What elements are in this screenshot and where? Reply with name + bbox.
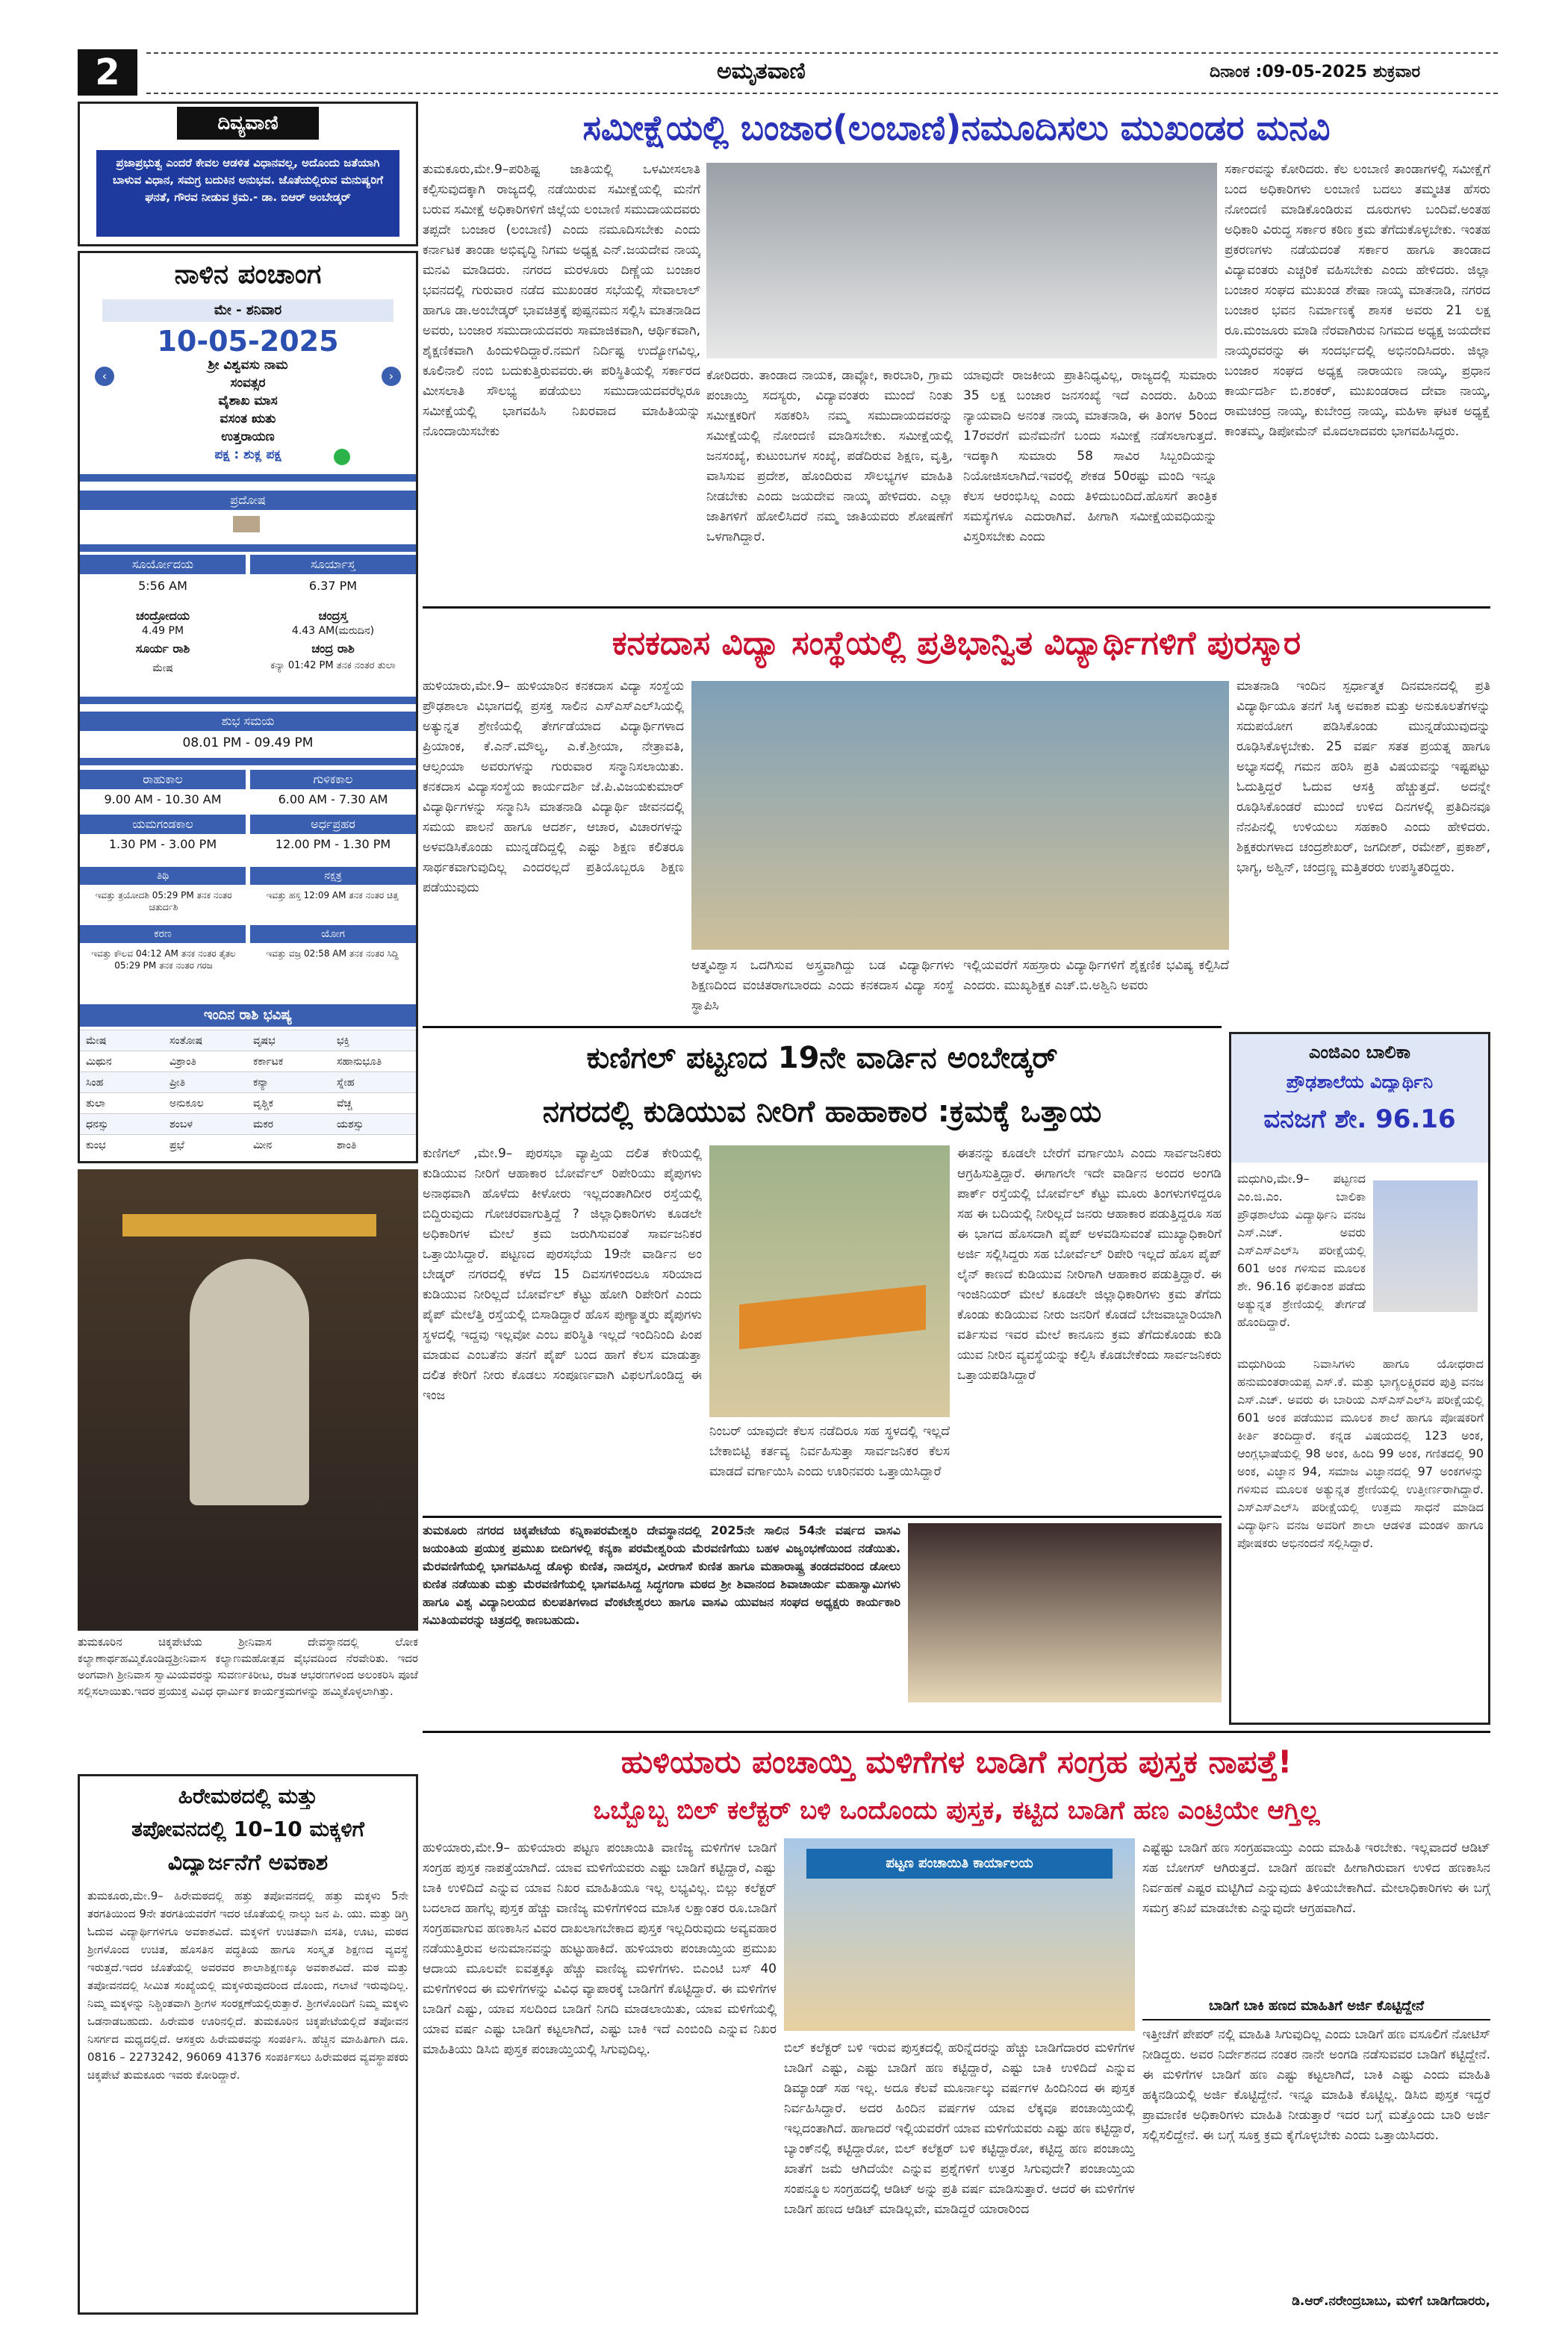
- rashi-table: [80, 1030, 416, 1155]
- story2-col4: ಮಾತನಾಡಿ ಇಂದಿನ ಸ್ಪರ್ಧಾತ್ಮಕ ದಿನಮಾನದಲ್ಲಿ ಪ್ರತಿ ವಿದ್ಯಾರ್ಥಿಯೂ ತನಗೆ ಸಿಕ್ಕ ಅವಕಾಶ ಮತ್ತು ಅನುಕೂಲತೆಗಳನ್ನು ಸದುಪಯೋಗ ಪಡಿಸಿಕೊಂಡು ಮುನ್ನಡೆಯುವುದನ್ನು ರೂಢಿಸಿಕೊಳ್ಳಬೇಕು. 25 ವರ್ಷ ಸತತ ಪ್ರಯತ್ನ ಹಾಗೂ ಅಭ್ಯಾಸದಲ್ಲಿ ಗಮನ ಹರಿಸಿ ಪ್ರತಿ ವಿಷಯವನ್ನು ಇಷ್ಟಪಟ್ಟು ಓದುತ್ತಿದ್ದರೆ ಓದುವ ಆಸಕ್ತಿ ಹೆಚ್ಚುತ್ತದೆ. ಅದನ್ನೇ ರೂಢಿಸಿಕೊಂಡರೆ ಮುಂದೆ ಉಳಿದ ದಿನಗಳಲ್ಲಿ ಪ್ರತಿದಿನವೂ ನೆನಪಿನಲ್ಲಿ ಉಳಿಯಲು ಸಹಕಾರಿ ಎಂದು ಹೇಳಿದರು. ಶಿಕ್ಷಕರುಗಳಾದ ಚಂದ್ರಶೇಖರ್, ಜಗದೀಶ್, ರಮೇಶ್, ಪ್ರಕಾಶ್, ಭಾಗ್ಯ, ಅಶ್ವಿನ್, ಚಂದ್ರಣ್ಣ ಮತ್ತಿತರರು ಉಪಸ್ಥಿತರಿದ್ದರು.: [1236, 679, 1490, 875]
- story3-headline-2: ನಗರದಲ್ಲಿ ಕುಡಿಯುವ ನೀರಿಗೆ ಹಾಹಾಕಾರ :ಕ್ರಮಕ್ಕೆ ಒತ್ತಾಯ: [542, 1095, 1102, 1129]
- student-title-1: ಎಂಜಿಎಂ ಬಾಲಿಕಾ: [1309, 1042, 1410, 1063]
- story4-col3b: ಇತ್ತೀಚೆಗೆ ಪೇಪರ್ ನಲ್ಲಿ ಮಾಹಿತಿ ಸಿಗುವುದಿಲ್ಲ ಎಂದು ಬಾಡಿಗೆ ಹಣ ವಸೂಲಿಗೆ ನೋಟಿಸ್ ನೀಡಿದ್ದರು. ಅವರ ನಿರ್ದೇಶನದ ನಂತರ ನಾನೇ ಅಂಗಡಿ ನಡೆಸುವವರ ಬಾಡಿಗೆ ಕಟ್ಟಿದ್ದೇನೆ. ಈ ಮಳಿಗೆಗಳ ಬಾಡಿಗೆ ಹಣ ಎಷ್ಟು ಕಟ್ಟಲಾಗಿದೆ, ಬಾಕಿ ಎಷ್ಟು ಎಂದು ಮಾಹಿತಿ ಹಕ್ಕಿನಡಿಯಲ್ಲಿ ಅರ್ಜಿ ಕೊಟ್ಟಿದ್ದೇನೆ. ಇನ್ನೂ ಮಾಹಿತಿ ಕೊಟ್ಟಿಲ್ಲ. ಡಿಸಿಬಿ ಪುಸ್ತಕ ಇದ್ದರೆ ಪ್ರಾಮಾಣಿಕ ಅಧಿಕಾರಿಗಳು ಮಾಹಿತಿ ನೀಡುತ್ತಾರೆ ಇದರ ಬಗ್ಗೆ ಮತ್ತೊಂದು ಬಾರಿ ಅರ್ಜಿ ಸಲ್ಲಿಸಲಿದ್ದೇನೆ. ಈ ಬಗ್ಗೆ ಸೂಕ್ತ ಕ್ರಮ ಕೈಗೊಳ್ಳಬೇಕು ಎಂದು ಒತ್ತಾಯಿಸಿದರು.: [1142, 2027, 1490, 2143]
- sunset-label: ಸೂರ್ಯಾಸ್ತ: [250, 555, 416, 574]
- student-photo: [1373, 1180, 1478, 1312]
- student-box: [1229, 1032, 1490, 1725]
- shubha-label: ಶುಭ ಸಮಯ: [80, 712, 416, 731]
- panchanga-divider-4: [80, 758, 416, 765]
- story4-subhead: ಬಾಡಿಗೆ ಬಾಕಿ ಹಣದ ಮಾಹಿತಿಗೆ ಅರ್ಜಿ ಕೊಟ್ಟಿದ್ದೇನೆ: [1142, 1998, 1490, 2020]
- story1-group-photo: [706, 163, 1217, 358]
- orange-pipes: [739, 1285, 926, 1349]
- rashi-prediction: ಪ್ರೀತಿ: [169, 1077, 186, 1089]
- temple-caption: ತುಮಕೂರಿನ ಚಿಕ್ಕಪೇಟೆಯ ಶ್ರೀನಿವಾಸ ದೇವಸ್ಥಾನದಲ್ಲಿ ಲೋಕ ಕಲ್ಯಾಣಾರ್ಥಹಮ್ಮಿಕೊಂಡಿದ್ದಶ್ರೀನಿವಾಸ ಕಲ್ಯಾಣಮಹೋತ್ಸವ ವೈಭವದಿಂದ ನೆರವೇರಿತು. ಇದರ ಅಂಗವಾಗಿ ಶ್ರೀನಿವಾಸ ಸ್ವಾಮಿಯವರನ್ನು ಸುವರ್ಣಕಿರೀಟ, ರಜತ ಆಭರಣಗಳಿಂದ ಅಲಂಕರಿಸಿ ಪೂಜೆ ಸಲ್ಲಿಸಲಾಯಿತು.ಇದರ ಪ್ರಯುಕ್ತ ವಿವಿಧ ಧಾರ್ಮಿಕ ಕಾರ್ಯಕ್ರಮಗಳನ್ನು ಹಮ್ಮಿಕೊಳ್ಳಲಾಗಿತ್ತು.: [78, 1635, 418, 1698]
- story1-col3: ಯಾವುದೇ ರಾಜಕೀಯ ಪ್ರಾತಿನಿಧ್ಯವಿಲ್ಲ, ರಾಜ್ಯದಲ್ಲಿ ಸುಮಾರು 35 ಲಕ್ಷ ಬಂಜಾರ ಜನಸಂಖ್ಯೆ ಇದೆ ಎಂದರು. ಹಿರಿಯ ನ್ಯಾಯವಾದಿ ಅನಂತ ನಾಯ್ಕ ಮಾತನಾಡಿ, ಈ ತಿಂಗಳ 5ರಿಂದ 17ರವರೆಗೆ ಮನೆಮನೆಗೆ ಬಂದು ಸಮೀಕ್ಷೆ ನಡೆಸಲಾಗುತ್ತದೆ. ಇದಕ್ಕಾಗಿ ಸುಮಾರು 58 ಸಾವಿರ ಸಿಬ್ಬಂದಿಯನ್ನು ನಿಯೋಜಿಸಲಾಗಿದೆ.ಇವರಲ್ಲಿ ಶೇಕಡ 50ರಷ್ಟು ಮಂದಿ ಇನ್ನೂ ಕೆಲಸ ಆರಂಭಿಸಿಲ್ಲ ಎಂದು ತಿಳಿದುಬಂದಿದೆ.ಹೊಸಗೆ ತಾಂತ್ರಿಕ ಸಮಸ್ಯೆಗಳೂ ಎದುರಾಗಿವೆ. ಹೀಗಾಗಿ ಸಮೀಕ್ಷೆಯವಧಿಯನ್ನು ವಿಸ್ತರಿಸಬೇಕು ಎಂದು: [963, 368, 1217, 544]
- story1-headline: ಸಮೀಕ್ಷೆಯಲ್ಲಿ ಬಂಜಾರ(ಲಂಬಾಣಿ)ನಮೂದಿಸಲು ಮುಖಂಡರ ಮನವಿ: [582, 108, 1331, 148]
- gulika-time: 6.00 AM - 7.30 AM: [278, 792, 388, 806]
- rashi-prediction: ಸಹಾನುಭೂತಿ: [337, 1056, 382, 1068]
- rashi-name: ಕನ್ಯಾ: [253, 1077, 269, 1089]
- story4-headline-1: ಹುಳಿಯಾರು ಪಂಚಾಯ್ತಿ ಮಳಿಗೆಗಳ ಬಾಡಿಗೆ ಸಂಗ್ರಹ ಪುಸ್ತಕ ನಾಪತ್ತೆ!: [620, 1743, 1292, 1780]
- panchanga-title: ನಾಳಿನ ಪಂಚಾಂಗ: [174, 259, 322, 290]
- rashi-prediction: ಭಕ್ತಿ: [337, 1035, 350, 1047]
- rashi-prediction: ಪ್ರಭೆ: [169, 1139, 184, 1151]
- hiremath-title-2: ತಪೋವನದಲ್ಲಿ 10–10 ಮಕ್ಕಳಿಗೆ: [131, 1817, 364, 1841]
- gulika-label: ಗುಳಿಕಕಾಲ: [250, 770, 416, 789]
- festival-caption: ತುಮಕೂರು ನಗರದ ಚಿಕ್ಕಪೇಟೆಯ ಕನ್ನಿಕಾಪರಮೇಶ್ವರಿ ದೇವಸ್ಥಾನದಲ್ಲಿ 2025ನೇ ಸಾಲಿನ 54ನೇ ವರ್ಷದ ವಾಸವಿ ಜಯಂತಿಯ ಪ್ರಯುಕ್ತ ಪ್ರಮುಖ ಬೀದಿಗಳಲ್ಲಿ ಕನ್ಯಕಾ ಪರಮೇಶ್ವರಿಯ ಮೆರವಣಿಗೆಯು ಬಹಳ ವಿಜೃಂಭಣೆಯಿಂದ ನಡೆಯಿತು. ಮೆರವಣಿಗೆಯಲ್ಲಿ ಭಾಗವಹಿಸಿದ್ದ ಡೊಳ್ಳು ಕುಣಿತ, ನಾದಸ್ವರ, ವೀರಗಾಸೆ ಕುಣಿತ ಹಾಗೂ ಮಹಾರಾಷ್ಟ್ರ ತಂಡದವರಿಂದ ಡೋಲು ಕುಣಿತ ನಡೆಯಿತು ಮತ್ತು ಮೆರವಣಿಗೆಯಲ್ಲಿ ಭಾಗವಹಿಸಿದ್ದ ಸಿದ್ಧಗಂಗಾ ಮಠದ ಶ್ರೀ ಶಿವಾನಂದ ಶಿವಾಚಾರ್ಯ ಮಹಾಸ್ವಾಮಿಗಳು ಹಾಗೂ ವಿಶ್ವ ವಿದ್ಯಾನಿಲಯದ ಕುಲಪತಿಗಳಾದ ವೆಂಕಟೇಶ್ವರಲು ಹಾಗೂ ವಾಸವಿ ಯುವಜನ ಸಂಘದ ಅಧ್ಯಕ್ಷರು ಕಾರ್ಯಕಾರಿ ಸಮಿತಿಯವರನ್ನು ಚಿತ್ರದಲ್ಲಿ ಕಾಣಬಹುದು.: [423, 1523, 900, 1627]
- top-dashed-rule: [146, 52, 1498, 54]
- festival-thumbnail: [233, 516, 260, 532]
- yama-time: 1.30 PM - 3.00 PM: [108, 837, 217, 851]
- moonset-label: ಚಂದ್ರಸ್ತ: [318, 609, 348, 623]
- paksha: ಪಕ್ಷ : ಶುಕ್ಲ ಪಕ್ಷ: [214, 447, 281, 462]
- paper-name: ಅಮೃತವಾಣಿ: [717, 58, 806, 84]
- story4-rule: [423, 1731, 1490, 1733]
- rashi-name: ಮಿಥುನ: [86, 1056, 112, 1068]
- surya-rashi-label: ಸೂರ್ಯ ರಾಶಿ: [135, 641, 190, 656]
- rashi-prediction: ಶಾಂತಿ: [337, 1139, 357, 1151]
- divyavani-title: ದಿವ್ಯವಾಣಿ: [177, 107, 319, 140]
- issue-date: ದಿನಾಂಕ :09-05-2025 ಶುಕ್ರವಾರ: [1210, 63, 1421, 81]
- sunrise-time: 5:56 AM: [138, 579, 187, 593]
- prev-arrow-icon[interactable]: ‹: [95, 367, 114, 386]
- rashi-row: [80, 1051, 416, 1071]
- office-signboard: ಪಟ್ಟಣ ಪಂಚಾಯಿತಿ ಕಾರ್ಯಾಲಯ: [806, 1849, 1113, 1879]
- rashi-prediction: ವೆಚ್ಚ: [337, 1098, 352, 1110]
- story2-students-photo: [691, 681, 1229, 950]
- bhavishya-title: ಇಂದಿನ ರಾಶಿ ಭವಿಷ್ಯ: [80, 1004, 416, 1027]
- festival-rule: [423, 1516, 1222, 1518]
- story4-headline-2: ಒಬ್ಬೊಬ್ಬ ಬಿಲ್ ಕಲೆಕ್ಟರ್ ಬಳಿ ಒಂದೊಂದು ಪುಸ್ತಕ, ಕಟ್ಟಿದ ಬಾಡಿಗೆ ಹಣ ಎಂಟ್ರಿಯೇ ಆಗ್ತಿಲ್ಲ: [593, 1796, 1320, 1826]
- rahu-label: ರಾಹುಕಾಲ: [80, 770, 246, 789]
- yoga-label: ಯೋಗ: [250, 925, 416, 943]
- rashi-prediction: ಸಂತೋಷ: [169, 1035, 203, 1047]
- karana-value: ಇವತ್ತು ಕೌಲವ 04:12 AM ತನಕ ನಂತರ ತೈತಲ 05:29 PM ತನಕ ನಂತರ ಗರಜ: [91, 948, 236, 971]
- deity-idol: [190, 1259, 309, 1505]
- story4-col3: ಎಷ್ಟೆಷ್ಟು ಬಾಡಿಗೆ ಹಣ ಸಂಗ್ರಹವಾಯ್ತು ಎಂದು ಮಾಹಿತಿ ಇರಬೇಕು. ಇಲ್ಲವಾದರೆ ಆಡಿಟ್ ಸಹ ಬೋಗಸ್ ಆಗಿರುತ್ತದೆ. ಬಾಡಿಗೆ ಹಣವೇ ಹೀಗಾಗಿರುವಾಗ ಉಳಿದ ಹಣಕಾಸಿನ ನಿರ್ವಹಣೆ ಎಷ್ಟರ ಮಟ್ಟಿಗಿದೆ ಎನ್ನುವುದು ತಿಳಿಯಬೇಕಾಗಿದೆ. ಮೇಲಾಧಿಕಾರಿಗಳು ಈ ಬಗ್ಗೆ ಸಮಗ್ರ ತನಿಖೆ ಮಾಡಬೇಕು ಎನ್ನುವುದೇ ಆಗ್ರಹವಾಗಿದೆ.: [1142, 1841, 1490, 1916]
- rashi-row: [80, 1134, 416, 1155]
- student-title-2: ಪ್ರೌಢಶಾಲೆಯ ವಿದ್ಯಾರ್ಥಿನಿ: [1286, 1071, 1434, 1092]
- rashi-name: ವೃಶ್ಚಿಕ: [253, 1098, 273, 1110]
- divyavani-box: [78, 102, 418, 246]
- abhijit-time: 12.00 PM - 1.30 PM: [275, 837, 391, 851]
- story3-headline-1: ಕುಣಿಗಲ್ ಪಟ್ಟಣದ 19ನೇ ವಾರ್ಡಿನ ಅಂಬೇಡ್ಕರ್: [586, 1041, 1058, 1075]
- rashi-prediction: ಶಂಬಳ: [169, 1119, 193, 1130]
- whatsapp-icon[interactable]: [334, 449, 350, 465]
- story3-rule: [423, 1026, 1222, 1028]
- karana-label: ಕರಣ: [80, 925, 246, 943]
- uttsava-label: ಪ್ರದೋಷ: [80, 491, 416, 510]
- ayana: ಉತ್ತರಾಯಣ: [221, 429, 275, 444]
- rashi-row: [80, 1092, 416, 1113]
- rashi-name: ವೃಷಭ: [253, 1035, 276, 1047]
- rashi-name: ಮೇಷ: [86, 1035, 107, 1047]
- panchanga-divider-3: [80, 697, 416, 704]
- rashi-prediction: ವಿಶ್ರಾಂತಿ: [169, 1056, 196, 1068]
- story2-rule: [423, 606, 1490, 609]
- page-number-box: [78, 49, 137, 96]
- panchanga-monthday: ಮೇ - ಶನಿವಾರ: [102, 299, 393, 322]
- story4-byline: ಡಿ.ಆರ್.ನರೇಂದ್ರಬಾಬು, ಮಳಿಗೆ ಬಾಡಿಗೆದಾರರು,: [1292, 2294, 1490, 2309]
- panchanga-divider-1: [80, 474, 416, 482]
- next-arrow-icon[interactable]: ›: [382, 367, 401, 386]
- rashi-name: ಕರ್ಕಾಟಕ: [253, 1056, 284, 1068]
- student-title-3: ವನಜಗೆ ಶೇ. 96.16: [1263, 1104, 1456, 1134]
- moonset-time: 4.43 AM(ಮರುದಿನ): [291, 625, 375, 637]
- rashi-row: [80, 1113, 416, 1134]
- shubha-time: 08.01 PM - 09.49 PM: [182, 735, 314, 750]
- rashi-prediction: ಯಶಸ್ಸು: [337, 1119, 364, 1130]
- panchanga-date: 10-05-2025: [157, 325, 339, 358]
- rashi-name: ಧನಸ್ಸು: [86, 1119, 109, 1130]
- page-number: 2: [95, 52, 120, 93]
- rahu-time: 9.00 AM - 10.30 AM: [104, 792, 222, 806]
- student-body-a: ಮಧುಗಿರಿ,ಮೇ.9– ಪಟ್ಟಣದ ಎಂ.ಜಿ.ಎಂ. ಬಾಲಿಕಾ ಪ್ರೌಢಶಾಲೆಯ ವಿದ್ಯಾರ್ಥಿನಿ ವನಜ ಎಸ್.ಎಚ್. ಅವರು ಎಸ್ಎಸ್ಎಲ್‌ಸಿ ಪರೀಕ್ಷೆಯಲ್ಲಿ 601 ಅಂಕ ಗಳಿಸುವ ಮೂಲಕ ಶೇ. 96.16 ಫಲಿತಾಂಶ ಪಡೆದು ಅತ್ಯುನ್ನತ ಶ್ರೇಣಿಯಲ್ಲಿ ತೇರ್ಗಡೆ ಹೊಂದಿದ್ದಾರೆ.: [1237, 1172, 1366, 1329]
- sunset-time: 6.37 PM: [308, 579, 358, 593]
- samvatsara: ಶ್ರೀ ವಿಶ್ವವಸು ನಾಮ: [208, 358, 288, 373]
- story4-office-photo: [784, 1838, 1135, 2031]
- tithi-label: ತಿಥಿ: [80, 867, 246, 885]
- abhijit-label: ಅರ್ಧಪ್ರಹರ: [250, 815, 416, 834]
- story2-col1: ಹುಳಿಯಾರು,ಮೇ.9– ಹುಳಿಯಾರಿನ ಕನಕದಾಸ ವಿದ್ಯಾ ಸಂಸ್ಥೆಯ ಪ್ರೌಢಶಾಲಾ ವಿಭಾಗದಲ್ಲಿ ಪ್ರಸಕ್ತ ಸಾಲಿನ ಎಸ್ಎಸ್ಎಲ್‌ಸಿಯಲ್ಲಿ ಅತ್ಯುನ್ನತ ಶ್ರೇಣಿಯಲ್ಲಿ ತೇರ್ಗಡೆಯಾದ ವಿದ್ಯಾರ್ಥಿಗಳಾದ ಪ್ರಿಯಾಂಕ, ಕೆ.ಎನ್.ಮೌಲ್ಯ, ಎ.ಕೆ.ಶ್ರೀಯಾ, ನೇತ್ರಾವತಿ, ಆಲ್ಸಂಯಾ ಅವರುಗಳನ್ನು ಗುರುವಾರ ಸನ್ಮಾನಿಸಲಾಯಿತು. ಕನಕದಾಸ ವಿದ್ಯಾಸಂಸ್ಥೆಯ ಕಾರ್ಯದರ್ಶಿ ಜೆ.ಪಿ.ವಿಜಯಕುಮಾರ್ ವಿದ್ಯಾರ್ಥಿಗಳನ್ನು ಸನ್ಮಾನಿಸಿ ಮಾತನಾಡಿ ವಿದ್ಯಾರ್ಥಿ ಜೀವನದಲ್ಲಿ ಸಮಯ ಪಾಲನೆ ಹಾಗೂ ಆದರ್ಶ, ಆಚಾರ, ವಿಚಾರಗಳನ್ನು ಅಳವಡಿಸಿಕೊಂಡು ಮುನ್ನಡೆದಿದ್ದಲ್ಲಿ ಎಷ್ಟು ಶಿಕ್ಷಣ ಕಲಿತರೂ ಸಾರ್ಥಕವಾಗುವುದಿಲ್ಲ ಎಂದರಲ್ಲದೆ ಪ್ರತಿಯೊಬ್ಬರೂ ಶಿಕ್ಷಣ ಪಡೆಯುವುದು: [423, 679, 684, 895]
- rashi-name: ತುಲಾ: [86, 1098, 105, 1110]
- story4-col1: ಹುಳಿಯಾರು,ಮೇ.9– ಹುಳಿಯಾರು ಪಟ್ಟಣ ಪಂಚಾಯಿತಿ ವಾಣಿಜ್ಯ ಮಳಿಗೆಗಳ ಬಾಡಿಗೆ ಸಂಗ್ರಹ ಪುಸ್ತಕ ನಾಪತ್ತೆಯಾಗಿದೆ. ಯಾವ ಮಳಿಗೆಯವರು ಎಷ್ಟು ಬಾಡಿಗೆ ಕಟ್ಟಿದ್ದಾರೆ, ಎಷ್ಟು ಬಾಕಿ ಉಳಿದಿದೆ ಎನ್ನುವ ಯಾವ ನಿಖರ ಮಾಹಿತಿಯೂ ಇಲ್ಲ ಲಭ್ಯವಿಲ್ಲ. ಬಿಲ್ಲು ಕಲೆಕ್ಟರ್ ಬದಲಾದ ಹಾಗೆಲ್ಲ ಪುಸ್ತಕ ಹೆಚ್ಚು ವಾಣಿಜ್ಯ ಮಳಿಗೆಗಳಿಂದ ಮಾಸಿಕ ಲಕ್ಷಾಂತರ ರೂ.ಬಾಡಿಗೆ ಸಂಗ್ರಹವಾಗುವ ಹಣಕಾಸಿನ ವಿವರ ದಾಖಲಾಗಬೇಕಾದ ಪುಸ್ತಕ ಇಲ್ಲದಿರುವುದು ಅವ್ಯವಹಾರ ನಡೆಯುತ್ತಿರುವ ಅನುಮಾನವನ್ನು ಹುಟ್ಟುಹಾಕಿದೆ. ಹುಳಿಯಾರು ಪಂಚಾಯ್ತಿಯ ಪ್ರಮುಖ ಆದಾಯ ಮೂಲವೇ ಐವತ್ತಕ್ಕೂ ಹೆಚ್ಚು ವಾಣಿಜ್ಯ ಮಳಿಗೆಗಳು. ಬಿಎಂಟಿ ಬಸ್ 40 ಮಳಿಗೆಗಳಿಂದ ಈ ಮಳಿಗೆಗಳನ್ನು ವಿವಿಧ ವ್ಯಾಪಾರಕ್ಕೆ ಬಾಡಿಗೆಗೆ ಕೊಟ್ಟಿದ್ದಾರೆ. ಈ ಮಳಿಗೆಗಳ ಬಾಡಿಗೆ ಎಷ್ಟು, ಯಾವ ಸಲದಿಂದ ಬಾಡಿಗೆ ನಿಗದಿ ಮಾಡಲಾಯಿತು, ಯಾವ ಮಳಿಗೆಯಲ್ಲಿ ಯಾವ ವರ್ಷ ಎಷ್ಟು ಬಾಡಿಗೆ ಕಟ್ಟಲಾಗಿದೆ, ಎಷ್ಟು ಬಾಕಿ ಇದೆ ಎಂಬಿಂದಿ ಎನ್ನುವ ನಿಖರ ಮಾಹಿತಿಯು ಡಿಸಿಬಿ ಪುಸ್ತಕ ಪಂಚಾಯ್ತಿಯಲ್ಲಿ ಸಿಗುವುದಿಲ್ಲ.: [423, 1841, 777, 2057]
- rashi-name: ಮೀನ: [253, 1139, 273, 1151]
- tithi-value: ಇವತ್ತು ತ್ರಯೋದಶಿ 05:29 PM ತನಕ ನಂತರ ಚತುರ್ದಶಿ: [95, 890, 232, 912]
- story1-col4: ಸರ್ಕಾರವನ್ನು ಕೋರಿದರು. ಕೆಲ ಲಂಬಾಣಿ ತಾಂಡಾಗಳಲ್ಲಿ ಸಮೀಕ್ಷೆಗೆ ಬಂದ ಅಧಿಕಾರಿಗಳು ಲಂಬಾಣಿ ಬದಲು ತಮ್ಮಚಿತ ಹೆಸರು ನೋಂದಣಿ ಮಾಡಿಕೊಂಡಿರುವ ದೂರುಗಳು ಬಂದಿವೆ.ಅಂತಹ ಅಧಿಕಾರಿ ವಿರುದ್ಧ ಸರ್ಕಾರ ಕಠಿಣ ಕ್ರಮ ತೆಗೆದುಕೊಳ್ಳಬೇಕು. ಇಂತಹ ಪ್ರಕರಣಗಳು ನಡೆಯದಂತೆ ಸರ್ಕಾರ ಹಾಗೂ ತಾಂಡಾದ ವಿದ್ಯಾವಂತರು ಎಚ್ಚರಿಕೆ ವಹಿಸಬೇಕು ಎಂದು ಹೇಳಿದರು. ಜಿಲ್ಲಾ ಬಂಜಾರ ಸಂಘದ ಮುಖಂಡ ಶೇಷಾ ನಾಯ್ಕ ಮಾತನಾಡಿ, ನಗರದ ಬಂಜಾರ ಭವನ ನಿರ್ಮಾಣಕ್ಕೆ ಶಾಸಕ ಅವರು 21 ಲಕ್ಷ ರೂ.ಮಂಜೂರು ಮಾಡಿ ನೆರವಾಗಿರುವ ನಿಗಮದ ಅಧ್ಯಕ್ಷ ಜಯದೇವ ನಾಯ್ಕರವರನ್ನು ಈ ಸಂದರ್ಭದಲ್ಲಿ ಅಭಿನಂದಿಸಿದರು. ಜಿಲ್ಲಾ ಬಂಜಾರ ಸಂಘದ ಅಧ್ಯಕ್ಷ ನಾರಾಯಣ ನಾಯ್ಕ, ಪ್ರಧಾನ ಕಾರ್ಯದರ್ಶಿ ಬಿ.ಶಂಕರ್, ಮುಖಂಡರಾದ ದೇವಾ ನಾಯ್ಕ, ರಾಮಚಂದ್ರ ನಾಯ್ಕ, ಕುಬೇಂದ್ರ ನಾಯ್ಕ, ಮಹಿಳಾ ಘಟಕ ಅಧ್ಯಕ್ಷೆ ಕಾಂತಮ್ಮ, ಡಿಪೋಮೆನ್ ಮೊದಲಾದವರು ಭಾಗವಹಿಸಿದ್ದರು.: [1225, 162, 1490, 439]
- samvatsara-2: ಸಂವತ್ಸರ: [230, 376, 266, 391]
- panchanga-box: [78, 251, 418, 1163]
- rashi-name: ಮಕರ: [253, 1119, 274, 1130]
- hiremath-box: [78, 1774, 418, 2315]
- story3-pipes-photo: [709, 1145, 950, 1417]
- sunrise-label: ಸೂರ್ಯೋದಯ: [80, 555, 246, 574]
- moonrise-time: 4.49 PM: [141, 625, 184, 637]
- chandra-rashi-label: ಚಂದ್ರ ರಾಶಿ: [311, 641, 355, 656]
- rashi-prediction: ಸ್ನೇಹ: [337, 1077, 355, 1089]
- rashi-prediction: ಅನುಕೂಲ: [169, 1098, 204, 1110]
- story3-col1: ಕುಣಿಗಲ್ ,ಮೇ.9– ಪುರಸಭಾ ವ್ಯಾಪ್ತಿಯ ದಲಿತ ಕೇರಿಯಲ್ಲಿ ಕುಡಿಯುವ ನೀರಿಗೆ ಆಹಾಕಾರ ಬೋರ್ವೆಲ್ ರಿಪೇರಿಯು ಪೈಪುಗಳು ಅನಾಥವಾಗಿ ಹೊಳೆದು ಕೀಳೋರು ಇಲ್ಲದಂತಾಗಿದೀರ ರಸ್ತೆಯಲ್ಲಿ ಬಿದ್ದಿರುವುದು ಗೋಚರವಾಗುತ್ತಿದ್ದೆ ? ಜಿಲ್ಲಾಧಿಕಾರಿಗಳು ಕೂಡಲೇ ಅಧಿಕಾರಿಗಳ ಮೇಲೆ ಕ್ರಮ ಜರುಗಿಸುವಂತೆ ಸಾರ್ವಜನಿಕರ ಒತ್ತಾಯಿಸಿದ್ದಾರೆ. ಪಟ್ಟಣದ ಪುರಸಭೆಯ 19ನೇ ವಾರ್ಡಿನ ಅಂ ಬೇಡ್ಕರ್ ನಗರದಲ್ಲಿ ಕಳೆದ 15 ದಿವಸಗಳಿಂದಲೂ ಸರಿಯಾದ ಕುಡಿಯುವ ನೀರಿಲ್ಲದೆ ಬೋರ್ವೆಲ್ ಕೆಟ್ಟು ಹೋಗಿ ರಿಪೇರಿಗೆ ಎಂದು ಪೈಪ್ ಮೇಲೆತ್ತಿ ರಸ್ತೆಯಲ್ಲಿ ಬಿಸಾಡಿದ್ದಾರೆ ಹೊಸ ಪುಣ್ಯಾತ್ಮರು ಪೈಪುಗಳು ಸ್ಥಳದಲ್ಲಿ ಇದ್ದವು ಇಲ್ಲವೋ ಎಂಬ ಪರಿಸ್ಥಿತಿ ಇಲ್ಲದೆ ಇಂದಿನಿಂದಿ ಪಿಂಪ ಮಾಡುವ ಎಂಬತೆನು ತನಗೆ ಪೈಪ್ ಬಂದ ಹಾಗೆ ಕೆಲಸ ಮಾಡುತ್ತಾ ದಲಿತ ಕೇರಿಗೆ ನೀರು ಕೊಡಲು ಸಂಪೂರ್ಣವಾಗಿ ವಿಫಲಗೊಂಡಿದ್ದ ಈ ಇಂಜ: [423, 1146, 702, 1403]
- nakshatra-label: ನಕ್ಷತ್ರ: [250, 867, 416, 885]
- student-body-b: ಮಧುಗಿರಿಯ ನಿವಾಸಿಗಳು ಹಾಗೂ ಯೋಧರಾದ ಹನುಮಂತರಾಯಪ್ಪ ಎಸ್.ಕೆ. ಮತ್ತು ಭಾಗ್ಯಲಕ್ಷ್ಮಿರವರ ಪುತ್ರಿ ವನಜ ಎಸ್.ಎಚ್. ಅವರು ಈ ಬಾರಿಯ ಎಸ್ಎಸ್ಎಲ್‌ಸಿ ಪರೀಕ್ಷೆಯಲ್ಲಿ 601 ಅಂಕ ಪಡೆಯುವ ಮೂಲಕ ಶಾಲೆ ಹಾಗೂ ಪೋಷಕರಿಗೆ ಕೀರ್ತಿ ತಂದಿದ್ದಾರೆ. ಕನ್ನಡ ವಿಷಯದಲ್ಲಿ 123 ಅಂಕ, ಆಂಗ್ಲಭಾಷೆಯಲ್ಲಿ 98 ಅಂಕ, ಹಿಂದಿ 99 ಅಂಕ, ಗಣಿತದಲ್ಲಿ 90 ಅಂಕ, ವಿಜ್ಞಾನ 94, ಸಮಾಜ ವಿಜ್ಞಾನದಲ್ಲಿ 97 ಅಂಕಗಳನ್ನು ಗಳಿಸುವ ಮೂಲಕ ಅತ್ಯುನ್ನತ ಶ್ರೇಣಿಯಲ್ಲಿ ಉತ್ತೀರ್ಣರಾಗಿದ್ದಾರೆ. ಎಸ್ಎಸ್ಎಲ್‌ಸಿ ಪರೀಕ್ಷೆಯಲ್ಲಿ ಉತ್ತಮ ಸಾಧನೆ ಮಾಡಿದ ವಿದ್ಯಾರ್ಥಿನಿ ವನಜ ಅವರಿಗೆ ಶಾಲಾ ಆಡಳಿತ ಮಂಡಳಿ ಹಾಗೂ ಪೋಷಕರು ಅಭಿನಂದನೆ ಸಲ್ಲಿಸಿದ್ದಾರೆ.: [1237, 1357, 1484, 1550]
- story2-headline: ಕನಕದಾಸ ವಿದ್ಯಾ ಸಂಸ್ಥೆಯಲ್ಲಿ ಪ್ರತಿಭಾನ್ವಿತ ವಿದ್ಯಾರ್ಥಿಗಳಿಗೆ ಪುರಸ್ಕಾರ: [612, 624, 1301, 662]
- yoga-value: ಇವತ್ತು ವಜ್ರ 02:58 AM ತನಕ ನಂತರ ಸಿದ್ಧಿ: [266, 948, 399, 959]
- masthead-rule: [146, 93, 1498, 94]
- yama-label: ಯಮಗಂಡಕಾಲ: [80, 815, 246, 834]
- panchanga-divider-2: [80, 544, 416, 552]
- surya-rashi: ಮೇಷ: [152, 662, 173, 674]
- nakshatra-value: ಇವತ್ತು ಹಸ್ತ 12:09 AM ತನಕ ನಂತರ ಚಿತ್ತ: [266, 890, 399, 900]
- moonrise-label: ಚಂದ್ರೋದಯ: [136, 609, 190, 623]
- masa: ವೈಶಾಖ ಮಾಸ: [218, 393, 278, 408]
- rashi-row: [80, 1071, 416, 1092]
- hiremath-title-1: ಹಿರೇಮಠದಲ್ಲಿ ಮತ್ತು: [178, 1784, 318, 1808]
- story1-col1: ತುಮಕೂರು,ಮೇ.9–ಪರಿಶಿಷ್ಟ ಜಾತಿಯಲ್ಲಿ ಒಳಮೀಸಲಾತಿ ಕಲ್ಪಿಸುವುದಕ್ಕಾಗಿ ರಾಜ್ಯದಲ್ಲಿ ನಡೆಯಿರುವ ಸಮೀಕ್ಷೆಯಲ್ಲಿ ಮನೆಗೆ ಬರುವ ಸಮೀಕ್ಷೆ ಅಧಿಕಾರಿಗಳಿಗೆ ಜಿಲ್ಲೆಯ ಲಂಬಾಣಿ ಸಮುದಾಯದವರು ತಪ್ಪದೇ ಬಂಜಾರ (ಲಂಬಾಣಿ) ಎಂದು ನಮೂದಿಸಬೇಕು ಎಂದು ಕರ್ನಾಟಕ ತಾಂಡಾ ಅಭಿವೃದ್ಧಿ ನಿಗಮ ಅಧ್ಯಕ್ಷ ಎನ್.ಜಯದೇವ ನಾಯ್ಕ ಮನವಿ ಮಾಡಿದರು. ನಗರದ ಮರಳೂರು ದಿಣ್ಣೆಯ ಬಂಜಾರ ಭವನದಲ್ಲಿ ಗುರುವಾರ ನಡೆದ ಮುಖಂಡರ ಸಭೆಯಲ್ಲಿ ಸೇವಾಲಾಲ್ ಹಾಗೂ ಡಾ.ಅಂಬೇಡ್ಕರ್ ಭಾವಚಿತ್ರಕ್ಕೆ ಪುಷ್ಪನಮನ ಸಲ್ಲಿಸಿ ಮಾತನಾಡಿದ ಅವರು, ಬಂಜಾರ ಸಮುದಾಯದವರು ಸಾಮಾಜಿಕವಾಗಿ, ಆರ್ಥಿಕವಾಗಿ, ಶೈಕ್ಷಣಿಕವಾಗಿ ಹಿಂದುಳಿದಿದ್ದಾರೆ.ನಮಗೆ ನಿರ್ದಿಷ್ಟ ಉದ್ಯೋಗವಿಲ್ಲ, ಕೂಲಿನಾಲಿ ನಂಬಿ ಬದುಕುತ್ತಿರುವವರು.ಈ ಪರಿಸ್ಥಿತಿಯಲ್ಲಿ ಸರ್ಕಾರದ ಮೀಸಲಾತಿ ಸೌಲಭ್ಯ ಪಡೆಯಲು ಸಮುದಾಯದವರೆಲ್ಲರೂ ಸಮೀಕ್ಷೆಯಲ್ಲಿ ಭಾಗವಹಿಸಿ ನಿಖರವಾದ ಮಾಹಿತಿಯನ್ನು ನೊಂದಾಯಿಸಬೇಕು: [423, 162, 700, 439]
- festival-photo: [908, 1523, 1222, 1702]
- story3-col3: ಈತನನ್ನು ಕೂಡಲೇ ಬೇರೆಗೆ ವರ್ಗಾಯಿಸಿ ಎಂದು ಸಾರ್ವಜನಿಕರು ಆಗ್ರಹಿಸುತ್ತಿದ್ದಾರೆ. ಈಗಾಗಲೇ ಇದೇ ವಾರ್ಡಿನ ಅಂದರ ಅಂಗಡಿ ಪಾರ್ಕ್ ರಸ್ತೆಯಲ್ಲಿ ಬೋರ್ವೆಲ್ ಕೆಟ್ಟು ಮೂರು ತಿಂಗಳುಗಳಿದ್ದರೂ ಸಹ ಈ ಬದಿಯಲ್ಲಿ ನೀರಿಲ್ಲದೆ ಜನರು ಆಹಾಕಾರ ಪಡುತ್ತಿದ್ದರೂ ಸಹ ಈ ಭಾಗದ ಹೊಸದಾಗಿ ಪೈಪ್ ಅಳವಡಿಸುವಂತೆ ಮುಖ್ಯಾಧಿಕಾರಿಗೆ ಅರ್ಜಿ ಸಲ್ಲಿಸಿದ್ದರು ಸಹ ಬೋರ್ವೆಲ್ ರಿಪೇರಿ ಇಲ್ಲದೆ ಹೊಸ ಪೈಪ್ ಲೈನ್ ಕಾಣದೆ ಕುಡಿಯುವ ನೀರಿಗಾಗಿ ಆಹಾಕಾರ ಪಡುತ್ತಿದ್ದಾರೆ. ಈ ಇಂಜಿನಿಯರ್ ಮೇಲೆ ಕೂಡಲೇ ಜಿಲ್ಲಾಧಿಕಾರಿಗಳು ಕ್ರಮ ತೆಗೆದು ಕೊಂಡು ಕುಡಿಯುವ ನೀರು ಜನರಿಗೆ ಕೊಡದೆ ಬೇಜವಾಬ್ದಾರಿಯಾಗಿ ವರ್ತಿಸುವ ಇವರ ಮೇಲೆ ಕಾನೂನು ಕ್ರಮ ತೆಗೆದುಕೊಂಡು ಕುಡಿ ಯುವ ನೀರಿನ ವ್ಯವಸ್ಥೆಯನ್ನು ಕಲ್ಪಿಸಿ ಕೊಡಬೇಕೆಂದು ಸಾರ್ವಜನಿಕರು ಒತ್ತಾಯಪಡಿಸಿದ್ದಾರೆ: [957, 1146, 1222, 1383]
- rashi-name: ಸಿಂಹ: [86, 1077, 104, 1089]
- story3-caption: ನಿಂಬರ್ ಯಾವುದೇ ಕೆಲಸ ನಡೆದಿರೂ ಸಹ ಸ್ಥಳದಲ್ಲಿ ಇಲ್ಲದೆ ಬೇಕಾಬಿಟ್ಟಿ ಕರ್ತವ್ಯ ನಿರ್ವಹಿಸುತ್ತಾ ಸಾರ್ವಜನಿಕರ ಕೆಲಸ ಮಾಡದೆ ವರ್ಗಾಯಿಸಿ ಎಂದು ಊರಿನವರು ಒತ್ತಾಯಿಸಿದ್ದಾರೆ: [709, 1424, 950, 1479]
- chandra-rashi: ಕನ್ಯಾ 01:42 PM ತನಕ ನಂತರ ತುಲಾ: [270, 660, 396, 671]
- hiremath-title-3: ವಿದ್ಯಾರ್ಜನೆಗೆ ಅವಕಾಶ: [167, 1849, 329, 1876]
- story4-col2: ಬಿಲ್ ಕಲೆಕ್ಟರ್ ಬಳಿ ಇರುವ ಪುಸ್ತಕದಲ್ಲಿ ಹರಿನ್ನೆದರನ್ನು ಹೆಚ್ಚು ಬಾಡಿಗೆದಾರರ ಮಳಿಗೆಗಳ ಬಾಡಿಗೆ ಎಷ್ಟು, ಎಷ್ಟು ಬಾಡಿಗೆ ಹಣ ಕಟ್ಟಿದ್ದಾರೆ, ಎಷ್ಟು ಬಾಕಿ ಉಳಿದಿದೆ ಎನ್ನುವ ಡಿಮ್ಯಾಂಡ್ ಸಹ ಇಲ್ಲ. ಅದೂ ಕೆಲವೆ ಮೂರ್ನಾಲ್ಕು ವರ್ಷಗಳ ಹಿಂದಿನಿಂದ ಈ ಪುಸ್ತಕ ನಿರ್ವಹಿಸಿದ್ದಾರೆ. ಅದರ ಹಿಂದಿನ ವರ್ಷಗಳ ಯಾವ ಲೆಕ್ಕವೂ ಪಂಚಾಯ್ತಿಯಲ್ಲಿ ಇಲ್ಲದಂತಾಗಿದೆ. ಹಾಗಾದರೆ ಇಲ್ಲಿಯವರೆಗೆ ಯಾವ ಮಳಿಗೆಯವರು ಎಷ್ಟು ಹಣ ಕಟ್ಟಿದ್ದಾರೆ, ಬ್ಯಾಂಕ್‌ನಲ್ಲಿ ಕಟ್ಟಿದ್ದಾರೋ, ಬಿಲ್ ಕಲೆಕ್ಟರ್ ಬಳಿ ಕಟ್ಟಿದ್ದಾರೋ, ಕಟ್ಟಿದ್ದ ಹಣ ಪಂಚಾಯ್ತಿ ಖಾತೆಗೆ ಜಮೆ ಆಗಿದೆಯೇ ಎನ್ನುವ ಪ್ರಶ್ನೆಗಳಿಗೆ ಉತ್ತರ ಸಿಗುವುದೇ? ಪಂಚಾಯ್ತಿಯ ಸಂಪನ್ಮೂಲ ಸಂಗ್ರಹದಲ್ಲಿ ಆಡಿಟ್ ಅನ್ನು ಪ್ರತಿ ವರ್ಷ ಮಾಡಿಸುತ್ತಾರೆ. ಆದರೆ ಈ ಮಳಿಗೆಗಳ ಬಾಡಿಗೆ ಹಣದ ಆಡಿಟ್ ಮಾಡಿಲ್ಲವೇ, ಮಾಡಿದ್ದರೆ ಯಾರಾರಿಂದ: [784, 2041, 1135, 2217]
- story1-col2: ಕೋರಿದರು. ತಾಂಡಾದ ನಾಯಕ, ಡಾವ್ಲೋ, ಕಾರಬಾರಿ, ಗ್ರಾಮ ಪಂಚಾಯ್ತಿ ಸದಸ್ಯರು, ವಿದ್ಯಾವಂತರು ಮುಂದೆ ನಿಂತು ಸಮೀಕ್ಷಕರಿಗೆ ಸಹಕರಿಸಿ ನಮ್ಮ ಸಮುದಾಯದವರನ್ನು ಸಮೀಕ್ಷೆಯಲ್ಲಿ ನೋಂದಣಿ ಮಾಡಿಸಬೇಕು. ಸಮೀಕ್ಷೆಯಲ್ಲಿ ಜನಸಂಖ್ಯೆ, ಕುಟುಂಬಗಳ ಸಂಖ್ಯೆ, ಪಡೆದಿರುವ ಶಿಕ್ಷಣ, ವೃತ್ತಿ, ವಾಸಿಸುವ ಪ್ರದೇಶ, ಹೊಂದಿರುವ ಸೌಲಭ್ಯಗಳ ಮಾಹಿತಿ ನೀಡಬೇಕು ಎಂದು ಜಯದೇವ ನಾಯ್ಕ ಹೇಳಿದರು. ಎಲ್ಲಾ ಜಾತಿಗಳಿಗೆ ಹೋಲಿಸಿದರೆ ನಮ್ಮ ಜಾತಿಯವರು ಶೋಷಣೆಗೆ ಒಳಗಾಗಿದ್ದಾರೆ.: [706, 368, 953, 544]
- garland: [122, 1214, 376, 1236]
- story2-caption-a: ಆತ್ಮವಿಶ್ವಾಸ ಒದಗಿಸುವ ಅಸ್ತ್ರವಾಗಿದ್ದು ಬಡ ವಿದ್ಯಾರ್ಥಿಗಳು ಶಿಕ್ಷಣದಿಂದ ವಂಚಿತರಾಗಬಾರದು ಎಂದು ಕನಕದಾಸ ವಿದ್ಯಾ ಸಂಸ್ಥೆ ಸ್ಥಾಪಿಸಿ: [691, 958, 954, 1013]
- rutu: ವಸಂತ ಋತು: [220, 411, 276, 426]
- rashi-name: ಕುಂಭ: [86, 1139, 106, 1151]
- divyavani-quote: ಪ್ರಜಾಪ್ರಭುತ್ವ ಎಂದರೆ ಕೇವಲ ಆಡಳಿತ ವಿಧಾನವಲ್ಲ, ಅದೊಂದು ಜತೆಯಾಗಿ ಬಾಳುವ ವಿಧಾನ, ಸಮಗ್ರ ಬದುಕಿನ ಅನುಭವ. ಜೊತೆಯಲ್ಲಿರುವ ಮನುಷ್ಯರಿಗೆ ಘನತೆ, ಗೌರವ ನೀಡುವ ಕ್ರಮ.- ಡಾ. ಬಿಆರ್ ಅಂಬೇಡ್ಕರ್: [96, 150, 399, 237]
- rashi-row: [80, 1030, 416, 1051]
- hiremath-body: ತುಮಕೂರು,ಮೇ.9– ಹಿರೇಮಠದಲ್ಲಿ ಹತ್ತು ತಪೋವನದಲ್ಲಿ ಹತ್ತು ಮಕ್ಕಳು 5ನೇ ತರಗತಿಯಿಂದ 9ನೇ ತರಗತಿಯವರೆಗೆ ಇದರ ಜೊತೆಯಲ್ಲಿ ನಾಲ್ಕು ಜನ ಪಿ. ಯು. ಮತ್ತು ಡಿಗ್ರಿ ಓದುವ ವಿದ್ಯಾರ್ಥಿಗಳಿಗೂ ಅವಕಾಶವಿದೆ. ಮಕ್ಕಳಿಗೆ ಉಚಿತವಾಗಿ ವಸತಿ, ಊಟ, ಮಠದ ಶ್ರೀಗಳೊಂದ ಉಚಿತ, ಹೊಸತಿನ ಪದ್ಧತಿಯ ಹಾಗೂ ಸಂಸ್ಕೃತ ಶಿಕ್ಷಣದ ವ್ಯವಸ್ಥೆ ಇರುತ್ತದೆ.ಇದರ ಜೊತೆಯಲ್ಲಿ ಅವರವರ ಶಾಲಾಶಿಕ್ಷಣಕ್ಕೂ ಅವಕಾಶವಿದೆ. ಮಠ ಮತ್ತು ತಪೋವನದಲ್ಲಿ ಸೀಮಿತ ಸಂಖ್ಯೆಯಲ್ಲಿ ಮಕ್ಕಳಿರುವುದರಿಂದ ದೊಂದು, ಗಲಾಟೆ ಇರುವುದಿಲ್ಲ. ನಿಮ್ಮ ಮಕ್ಕಳನ್ನು ನಿಶ್ಚಿಂತವಾಗಿ ಶ್ರೀಗಳ ಸಂರಕ್ಷಣೆಯಲ್ಲಿರುತ್ತಾರೆ. ಶ್ರೀಗಳೊಂದಿಗೆ ನಿಮ್ಮ ಮಕ್ಕಳು ಒಡನಾಡಬಹುದು. ಹಿರೇಮಠ ಊರಿನಲ್ಲಿದೆ. ತುಮಕೂರಿನ ಚಿಕ್ಕಪೇಟೆಯಲ್ಲಿದೆ ತಪೋವನ ನಿಸರ್ಗದ ಮಧ್ಯದಲ್ಲಿದೆ. ಆಸಕ್ತರು ಹಿರೇಮಠವನ್ನು ಸಂಪರ್ಕಿಸಿ. ಹೆಚ್ಚಿನ ಮಾಹಿತಿಗಾಗಿ ದೂ. 0816 – 2273242, 96069 41376 ಸಂಪರ್ಕಿಸಲು ಹಿರೇಮಠದ ವ್ಯವಸ್ಥಾಪಕರು ಚಿಕ್ಕಪೇಟೆ ತುಮಕೂರು ಇವರು ಕೋರಿದ್ದಾರೆ.: [87, 1889, 408, 2082]
- story2-caption-b: ಇಲ್ಲಿಯವರೆಗೆ ಸಹಸ್ರಾರು ವಿದ್ಯಾರ್ಥಿಗಳಿಗೆ ಶೈಕ್ಷಣಿಕ ಭವಿಷ್ಯ ಕಲ್ಪಿಸಿದೆ ಎಂದರು. ಮುಖ್ಯಶಿಕ್ಷಕ ಎಚ್.ಬಿ.ಅಶ್ವಿನಿ ಅವರು: [963, 958, 1229, 993]
- temple-photo: [78, 1169, 418, 1631]
